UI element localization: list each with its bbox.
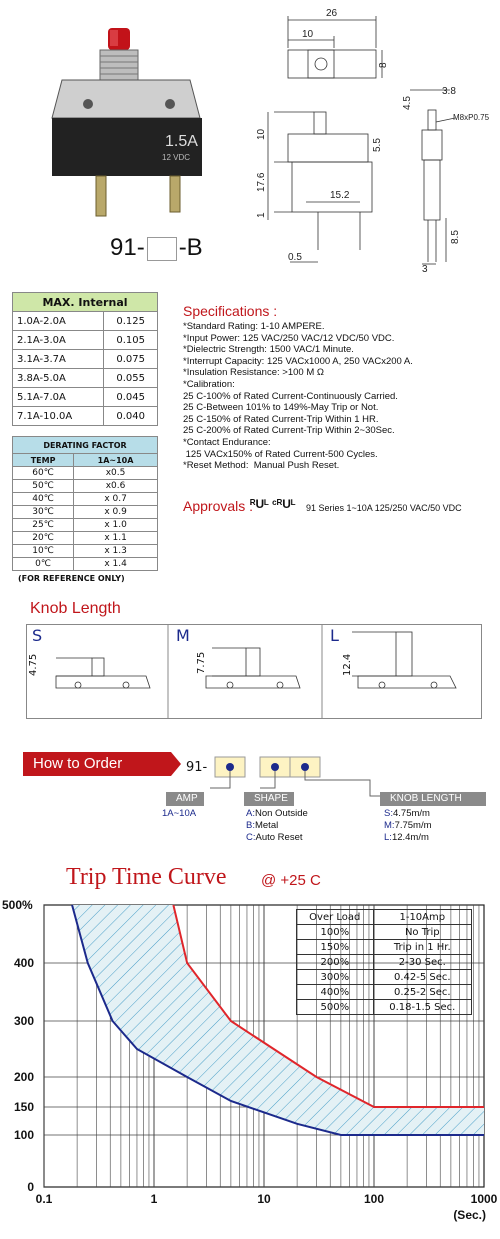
derating-col-temp: TEMP — [13, 454, 74, 467]
dim-26: 26 — [326, 8, 338, 19]
svg-text:3.8: 3.8 — [442, 86, 456, 97]
derating-col-amp: 1A~10A — [74, 454, 158, 467]
table-cell: 0.25-2 Sec. — [373, 985, 471, 1000]
spec-line: 25 C-100% of Rated Current-Continuously Carried. — [183, 390, 398, 402]
table-cell: 0℃ — [13, 558, 74, 571]
svg-text:0.5: 0.5 — [288, 252, 302, 263]
spec-line: *Standard Rating: 1-10 AMPERE. — [183, 321, 325, 332]
table-cell: x 1.1 — [74, 532, 158, 545]
table-cell: 3.1A-3.7A — [13, 350, 104, 369]
table-cell: x 1.0 — [74, 519, 158, 532]
y-tick-label: 400 — [13, 956, 34, 970]
table-cell: Trip in 1 Hr. — [373, 940, 471, 955]
shape-tag: SHAPE — [244, 792, 294, 806]
shape-options: A:Non Outside B:Metal C:Auto Reset — [246, 808, 308, 843]
product-photo — [40, 18, 230, 228]
y-tick-label: 300 — [13, 1014, 34, 1028]
order-prefix: 91- — [186, 760, 208, 775]
knob-letter-m: M — [176, 626, 190, 645]
spec-line: *Dielectric Strength: 1500 VAC/1 Minute. — [183, 344, 354, 356]
trip-table-head: Over Load — [297, 910, 374, 925]
table-cell: 300% — [297, 970, 374, 985]
spec-line: *Interrupt Capacity: 125 VACx1000 A, 250 VACx200 A. — [183, 355, 413, 367]
trip-table-head: 1-10Amp — [373, 910, 471, 925]
technical-drawing — [250, 0, 500, 275]
table-cell: 0.105 — [104, 331, 158, 350]
amp-range: 1A~10A — [162, 808, 197, 819]
x-tick-label: 1 — [150, 1192, 158, 1206]
table-cell: 0.040 — [104, 407, 158, 426]
table-cell: 0.055 — [104, 369, 158, 388]
table-cell: 60℃ — [13, 467, 74, 480]
amp-tag: AMP — [166, 792, 204, 806]
y-tick-label: 150 — [13, 1100, 34, 1114]
trip-curve-title: Trip Time Curve — [66, 864, 227, 890]
table-cell: 2.1A-3.0A — [13, 331, 104, 350]
x-axis-unit: (Sec.) — [453, 1208, 486, 1222]
approvals-text: 91 Series 1~10A 125/250 VAC/50 VDC — [306, 503, 462, 513]
ul-certification-logo: ᴿUᴸ ᶜᴿUᴸ — [250, 497, 296, 511]
spec-line: *Contact Endurance: — [183, 436, 271, 448]
knob-dim-l: 12.4 — [342, 653, 353, 676]
table-cell: x0.5 — [74, 467, 158, 480]
spec-line: *Reset Method: Manual Push Reset. — [183, 460, 340, 472]
table-cell: 30℃ — [13, 506, 74, 519]
knob-length-tag: KNOB LENGTH — [380, 792, 486, 806]
svg-text:4.5: 4.5 — [402, 96, 413, 110]
svg-text:5.5: 5.5 — [372, 138, 383, 152]
y-tick-label: 0 — [27, 1180, 34, 1194]
table-cell: 200% — [297, 955, 374, 970]
spec-line: 25 C-200% of Rated Current-Trip Within 2~30Sec. — [183, 425, 395, 437]
how-to-order-title: How to Order — [23, 752, 171, 776]
knob-dim-s: 4.75 — [28, 653, 39, 676]
table-cell: 40℃ — [13, 493, 74, 506]
spec-line: 125 VACx150% of Rated Current-500 Cycles. — [183, 448, 378, 460]
table-cell: x0.6 — [74, 480, 158, 493]
derating-title: DERATING FACTOR — [13, 437, 158, 454]
reference-note: (FOR REFERENCE ONLY) — [18, 574, 125, 583]
knob-options: S:4.75m/m M:7.75m/m L:12.4m/m — [384, 808, 432, 843]
part-number: 91- -B — [110, 234, 203, 261]
knob-letter-s: S — [32, 626, 43, 645]
table-cell: 500% — [297, 1000, 374, 1015]
y-tick-label: 200 — [13, 1070, 34, 1084]
y-tick-label: 500% — [2, 898, 33, 912]
table-cell: 50℃ — [13, 480, 74, 493]
svg-text:15.2: 15.2 — [330, 190, 350, 201]
table-cell: 5.1A-7.0A — [13, 388, 104, 407]
table-cell: 3.8A-5.0A — [13, 369, 104, 388]
specifications-title: Specifications : — [183, 303, 278, 319]
approvals-label: Approvals : — [183, 498, 254, 514]
max-internal-title: MAX. Internal — [13, 293, 158, 312]
x-tick-label: 1000 — [470, 1192, 498, 1206]
x-tick-label: 0.1 — [35, 1192, 53, 1206]
knob-length-panels — [26, 624, 482, 719]
table-cell: 1.0A-2.0A — [13, 312, 104, 331]
spec-line: 25 C-150% of Rated Current-Trip Within 1 HR. — [183, 413, 379, 425]
svg-text:10: 10 — [256, 128, 267, 140]
x-tick-label: 100 — [363, 1192, 385, 1206]
x-tick-label: 10 — [257, 1192, 271, 1206]
table-cell: 20℃ — [13, 532, 74, 545]
spec-line: 25 C-Between 101% to 149%-May Trip or Not. — [183, 402, 379, 414]
svg-text:10: 10 — [302, 29, 314, 40]
y-tick-label: 100 — [13, 1128, 34, 1142]
table-cell: 10℃ — [13, 545, 74, 558]
table-cell: 100% — [297, 925, 374, 940]
knob-letter-l: L — [330, 626, 339, 645]
knob-length-title: Knob Length — [30, 600, 121, 617]
svg-text:8: 8 — [378, 62, 389, 68]
svg-text:3: 3 — [422, 264, 428, 275]
table-cell: 400% — [297, 985, 374, 1000]
trip-curve-subtitle: @ +25 C — [261, 872, 321, 889]
svg-text:1: 1 — [256, 212, 267, 218]
table-cell: x 1.4 — [74, 558, 158, 571]
table-cell: 25℃ — [13, 519, 74, 532]
table-cell: 150% — [297, 940, 374, 955]
table-cell: 0.125 — [104, 312, 158, 331]
button-rating: 1.5A — [165, 133, 198, 150]
table-cell: 0.045 — [104, 388, 158, 407]
table-cell: x 1.3 — [74, 545, 158, 558]
table-cell: 0.075 — [104, 350, 158, 369]
table-cell: 0.18-1.5 Sec. — [373, 1000, 471, 1015]
table-cell: x 0.7 — [74, 493, 158, 506]
table-cell: 2-30 Sec. — [373, 955, 471, 970]
table-cell: 0.42-5 Sec. — [373, 970, 471, 985]
derating-table — [12, 436, 158, 571]
knob-dim-m: 7.75 — [196, 651, 207, 674]
table-cell: No Trip — [373, 925, 471, 940]
spec-line: *Calibration: — [183, 378, 235, 390]
svg-text:12 VDC: 12 VDC — [162, 153, 191, 162]
table-cell: x 0.9 — [74, 506, 158, 519]
max-internal-table — [12, 292, 158, 426]
spec-line: *Input Power: 125 VAC/250 VAC/12 VDC/50 VDC. — [183, 332, 395, 344]
table-cell: 7.1A-10.0A — [13, 407, 104, 426]
trip-table — [296, 909, 472, 1015]
svg-text:17.6: 17.6 — [256, 172, 267, 192]
svg-text:M8xP0.75: M8xP0.75 — [453, 113, 490, 122]
spec-line: *Insulation Resistance: >100 M Ω — [183, 367, 324, 379]
trip-time-chart — [0, 895, 500, 1235]
specifications-list — [183, 321, 413, 472]
svg-text:8.5: 8.5 — [450, 230, 461, 244]
